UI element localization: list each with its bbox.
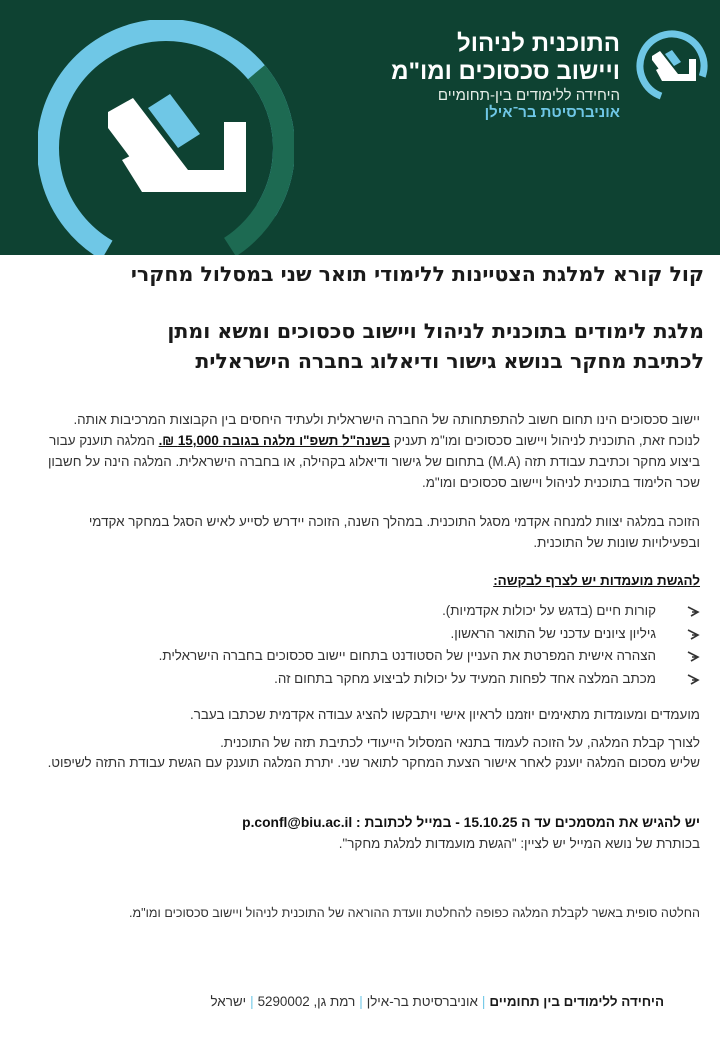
- bar-ilan-small-logo-icon: [632, 26, 712, 106]
- intro-paragraph: [45, 409, 700, 493]
- email-subject-note: בכותרת של נושא המייל יש לציין: "הגשת מועמדות למלגת מחקר".: [338, 836, 700, 851]
- checkmark-arrow-icon: [686, 650, 700, 663]
- intro-text-end: המלגה תוענק עבור ביצוע מחקר וכתיבת עבודת תזה (M.A) בתחום של גישור ודיאלוג בקהילה, או בחברה הישראלית. המלגה הינה על חשבון שכר הלימוד בתוכנית לניהול ויישוב סכסוכים ומו"מ.: [47, 433, 700, 490]
- footer-separator: |: [481, 994, 486, 1009]
- program-name-line2: ויישוב סכסוכים ומו"מ: [391, 58, 620, 85]
- final-decision-note: החלטה סופית באשר לקבלת המלגה כפופה להחלטת וועדת ההוראה של התוכנית לניהול ויישוב סכסוכים ומו"מ.: [129, 906, 700, 920]
- requirement-item: [45, 645, 700, 668]
- university-name: אוניברסיטת בר־אילן: [484, 104, 620, 121]
- checkmark-arrow-icon: [686, 673, 700, 686]
- program-name-line1: התוכנית לניהול: [457, 30, 620, 57]
- checkmark-arrow-icon: [686, 605, 700, 618]
- footer-separator: |: [359, 994, 363, 1009]
- unit-name: היחידה ללימודים בין-תחומיים: [437, 87, 620, 104]
- conditions-line1: לצורך קבלת המלגה, על הזוכה לעמוד בתנאי המסלול הייעודי לכתיבת תזה של התוכנית.: [220, 735, 700, 750]
- conditions-line2: שליש מסכום המלגה יוענק לאחר אישור הצעת המחקר לתואר שני. יתרת המלגה תוענק עם הגשת עבודת התזה לשיפוט.: [47, 755, 700, 770]
- sub-title: [14, 316, 704, 376]
- footer-separator: |: [250, 994, 254, 1009]
- bar-ilan-logo-icon: [38, 20, 294, 255]
- intro-text-start: יישוב סכסוכים הינו תחום חשוב להתפתחותה של החברה הישראלית ולעתיד היחסים בין הקבוצות המרכיבות אותה. לנוכח זאת, התוכנית לניהול ויישוב סכסוכים ומו"מ תעניק: [73, 412, 700, 448]
- interview-paragraph: מועמדים ומעומדות מתאימים יוזמנו לראיון אישי ויתבקשו להציג עבודה אקדמית שכתבו בעבר.: [190, 707, 700, 722]
- footer-country: ישראל: [210, 994, 247, 1009]
- requirement-item: [45, 668, 700, 691]
- sub-title-line2: לכתיבת מחקר בנושא גישור ודיאלוג בחברה הישראלית: [195, 349, 704, 373]
- deadline-line: [45, 812, 700, 833]
- contact-email-link[interactable]: p.confl@biu.ac.il: [242, 815, 353, 830]
- requirement-text: קורות חיים (בדגש על יכולות אקדמיות).: [442, 603, 656, 618]
- winner-duties-paragraph: הזוכה במלגה יצוות למנחה אקדמי מסגל התוכנית. במהלך השנה, הזוכה יידרש לסייע לאיש הסגל במחקר אקדמי ובפעילויות שונות של התוכנית.: [88, 514, 700, 550]
- requirement-item: [45, 600, 700, 623]
- requirement-text: מכתב המלצה אחד לפחות המעיד על יכולות לביצוע מחקר בתחום זה.: [274, 670, 656, 686]
- sub-title-line1: מלגת לימודים בתוכנית לניהול ויישוב סכסוכים ומשא ומתן: [167, 319, 704, 343]
- main-title: קול קורא למלגת הצטיינות ללימודי תואר שני במסלול מחקרי: [130, 262, 704, 286]
- footer-university: אוניברסיטת בר-אילן: [366, 994, 478, 1009]
- checkmark-arrow-icon: [686, 628, 700, 641]
- header-banner: [0, 0, 720, 255]
- requirements-list: [45, 600, 700, 690]
- deadline-text: יש להגיש את המסמכים עד ה 15.10.25 - במייל לכתובת :: [352, 815, 700, 830]
- conditions-paragraph: [45, 733, 700, 773]
- requirements-heading: להגשת מועמדות יש לצרף לבקשה:: [493, 573, 700, 588]
- requirement-item: [45, 623, 700, 646]
- requirement-text: גיליון ציונים עדכני של התואר הראשון.: [450, 625, 656, 641]
- scholarship-amount: בשנה"ל תשפ"ו מלגה בגובה 15,000 ₪.: [158, 433, 390, 448]
- requirement-text: הצהרה אישית המפרטת את העניין של הסטודנט בתחום יישוב סכסוכים בחברה הישראלית.: [158, 648, 656, 663]
- footer-city: רמת גן, 5290002: [257, 994, 356, 1009]
- footer-address: [210, 994, 664, 1009]
- footer-unit: היחידה ללימודים בין תחומיים: [489, 994, 664, 1009]
